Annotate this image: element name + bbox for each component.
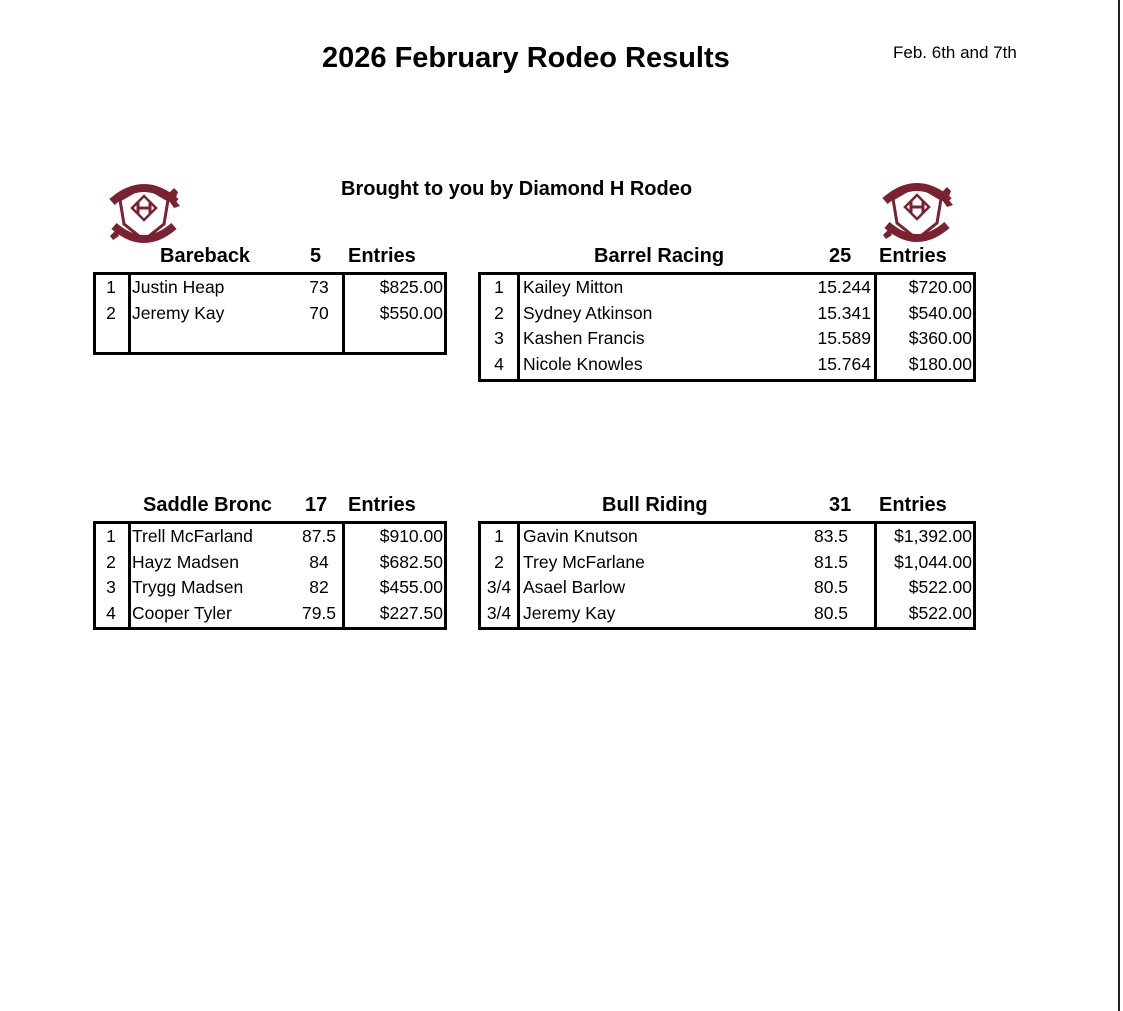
table-row	[481, 352, 973, 378]
bareback-rows	[96, 275, 444, 326]
table-row	[481, 301, 973, 327]
prize-cell: $360.00	[908, 328, 972, 348]
score-cell: 80.5	[813, 602, 849, 623]
competitor-name: Jeremy Kay	[132, 302, 225, 323]
entries-count: 31	[829, 494, 852, 516]
score-cell: 83.5	[813, 526, 849, 546]
place-cell: 1	[106, 277, 116, 297]
prize-cell: $910.00	[379, 526, 443, 546]
event-date: Feb. 6th and 7th	[893, 43, 1017, 62]
saddle-bronc-rows	[96, 524, 444, 626]
score-cell: 15.341	[817, 302, 871, 323]
score-cell: 79.5	[301, 602, 337, 623]
table-row	[481, 575, 973, 601]
page-title: 2026 February Rodeo Results	[322, 42, 730, 74]
barrel-racing-table	[478, 272, 976, 382]
saddle-bronc-table	[93, 521, 447, 630]
table-row	[96, 550, 444, 576]
table-row	[96, 575, 444, 601]
prize-cell: $522.00	[908, 577, 972, 597]
entries-count: 5	[310, 245, 322, 267]
score-cell: 15.589	[817, 328, 871, 348]
place-cell: 3	[106, 577, 116, 597]
prize-cell: $540.00	[908, 302, 972, 323]
score-cell: 15.244	[817, 277, 871, 297]
event-name: Saddle Bronc	[143, 494, 272, 516]
diamond-h-logo-right	[877, 179, 957, 245]
entries-label: Entries	[348, 494, 416, 516]
prize-cell: $180.00	[908, 353, 972, 374]
place-cell: 2	[494, 302, 504, 323]
place-cell: 4	[494, 353, 504, 374]
place-cell: 3/4	[486, 602, 512, 623]
prize-cell: $1,044.00	[894, 551, 972, 572]
competitor-name: Trygg Madsen	[132, 577, 244, 597]
score-cell: 82	[309, 577, 329, 597]
score-cell: 15.764	[817, 353, 871, 374]
competitor-name: Asael Barlow	[523, 577, 626, 597]
place-cell: 1	[494, 526, 504, 546]
entries-label: Entries	[879, 494, 947, 516]
score-cell: 70	[309, 302, 329, 323]
table-row	[96, 275, 444, 301]
prize-cell: $550.00	[379, 302, 443, 323]
score-cell: 87.5	[301, 526, 337, 546]
competitor-name: Sydney Atkinson	[523, 302, 653, 323]
prize-cell: $720.00	[908, 277, 972, 297]
entries-label: Entries	[348, 245, 416, 267]
sponsor-line: Brought to you by Diamond H Rodeo	[341, 178, 693, 200]
competitor-name: Justin Heap	[132, 277, 225, 297]
barrel-racing-rows	[481, 275, 973, 377]
table-row	[481, 326, 973, 352]
score-cell: 73	[309, 277, 329, 297]
bull-riding-table	[478, 521, 976, 630]
competitor-name: Nicole Knowles	[523, 353, 643, 374]
place-cell: 3	[494, 328, 504, 348]
score-cell: 81.5	[813, 551, 849, 572]
place-cell: 3/4	[486, 577, 512, 597]
diamond-h-logo-left	[104, 180, 184, 246]
event-name: Barrel Racing	[594, 245, 725, 267]
entries-count: 25	[829, 245, 852, 267]
place-cell: 2	[106, 302, 116, 323]
table-row	[96, 524, 444, 550]
competitor-name: Trell McFarland	[132, 526, 253, 546]
bull-riding-rows	[481, 524, 973, 626]
score-cell: 80.5	[813, 577, 849, 597]
prize-cell: $825.00	[379, 277, 443, 297]
place-cell: 2	[494, 551, 504, 572]
entries-count: 17	[305, 494, 328, 516]
competitor-name: Trey McFarlane	[523, 551, 645, 572]
event-name: Bull Riding	[602, 494, 708, 516]
competitor-name: Cooper Tyler	[132, 602, 232, 623]
bareback-table	[93, 272, 447, 355]
prize-cell: $227.50	[379, 602, 443, 623]
table-row	[481, 550, 973, 576]
table-row	[481, 601, 973, 627]
place-cell: 1	[106, 526, 116, 546]
prize-cell: $682.50	[379, 551, 443, 572]
table-row	[96, 301, 444, 327]
competitor-name: Gavin Knutson	[523, 526, 638, 546]
competitor-name: Jeremy Kay	[523, 602, 616, 623]
place-cell: 4	[106, 602, 116, 623]
prize-cell: $522.00	[908, 602, 972, 623]
event-name: Bareback	[160, 245, 251, 267]
table-row	[481, 275, 973, 301]
table-row	[481, 524, 973, 550]
competitor-name: Kashen Francis	[523, 328, 645, 348]
competitor-name: Hayz Madsen	[132, 551, 239, 572]
prize-cell: $1,392.00	[894, 526, 972, 546]
table-row	[96, 601, 444, 627]
page-edge-rule	[1118, 0, 1120, 1011]
score-cell: 84	[309, 551, 329, 572]
competitor-name: Kailey Mitton	[523, 277, 624, 297]
place-cell: 1	[494, 277, 504, 297]
place-cell: 2	[106, 551, 116, 572]
prize-cell: $455.00	[379, 577, 443, 597]
entries-label: Entries	[879, 245, 947, 267]
